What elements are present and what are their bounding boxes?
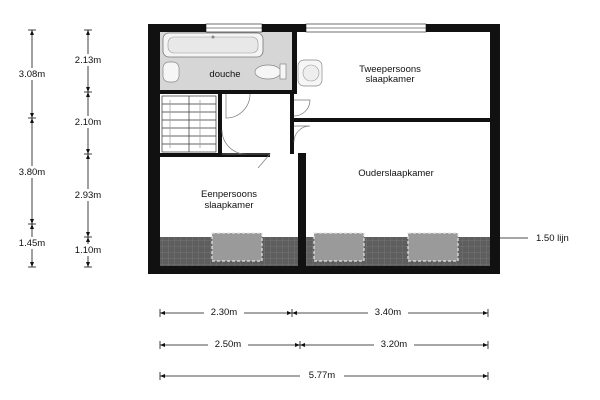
bottom-row2-dim-1: 2.50m bbox=[214, 339, 242, 350]
bottom-row1-dim-1: 2.30m bbox=[210, 307, 238, 318]
bottom-row2-dim-2: 3.20m bbox=[380, 339, 408, 350]
sink-right bbox=[298, 60, 322, 86]
skylights bbox=[212, 233, 458, 261]
left-outer-dimension bbox=[28, 30, 36, 267]
room-label-douche: douche bbox=[209, 69, 241, 80]
bathtub bbox=[163, 33, 263, 57]
ceiling-line-label: 1.50 lijn bbox=[536, 233, 569, 244]
bottom-row1-dim-2: 3.40m bbox=[374, 307, 402, 318]
top-windows bbox=[206, 24, 426, 32]
left-outer-dim-3: 1.45m bbox=[18, 238, 46, 249]
staircase bbox=[162, 96, 216, 152]
left-inner-dim-4: 1.10m bbox=[74, 245, 102, 256]
room-label-tweepersoons-1: Tweepersoons bbox=[359, 64, 421, 75]
sink-left bbox=[163, 62, 179, 82]
room-label-tweepersoons-2: slaapkamer bbox=[365, 74, 415, 85]
left-inner-dim-1: 2.13m bbox=[74, 55, 102, 66]
room-label-eenpersoons-2: slaapkamer bbox=[204, 200, 254, 211]
left-outer-dim-2: 3.80m bbox=[18, 167, 46, 178]
left-outer-dim-1: 3.08m bbox=[18, 69, 46, 80]
toilet bbox=[255, 64, 286, 79]
room-label-ouderslaapkamer: Ouderslaapkamer bbox=[358, 168, 434, 179]
bottom-total-dim: 5.77m bbox=[308, 370, 336, 381]
left-inner-dim-2: 2.10m bbox=[74, 117, 102, 128]
left-inner-dim-3: 2.93m bbox=[74, 190, 102, 201]
room-label-eenpersoons-1: Eenpersoons bbox=[201, 189, 257, 200]
